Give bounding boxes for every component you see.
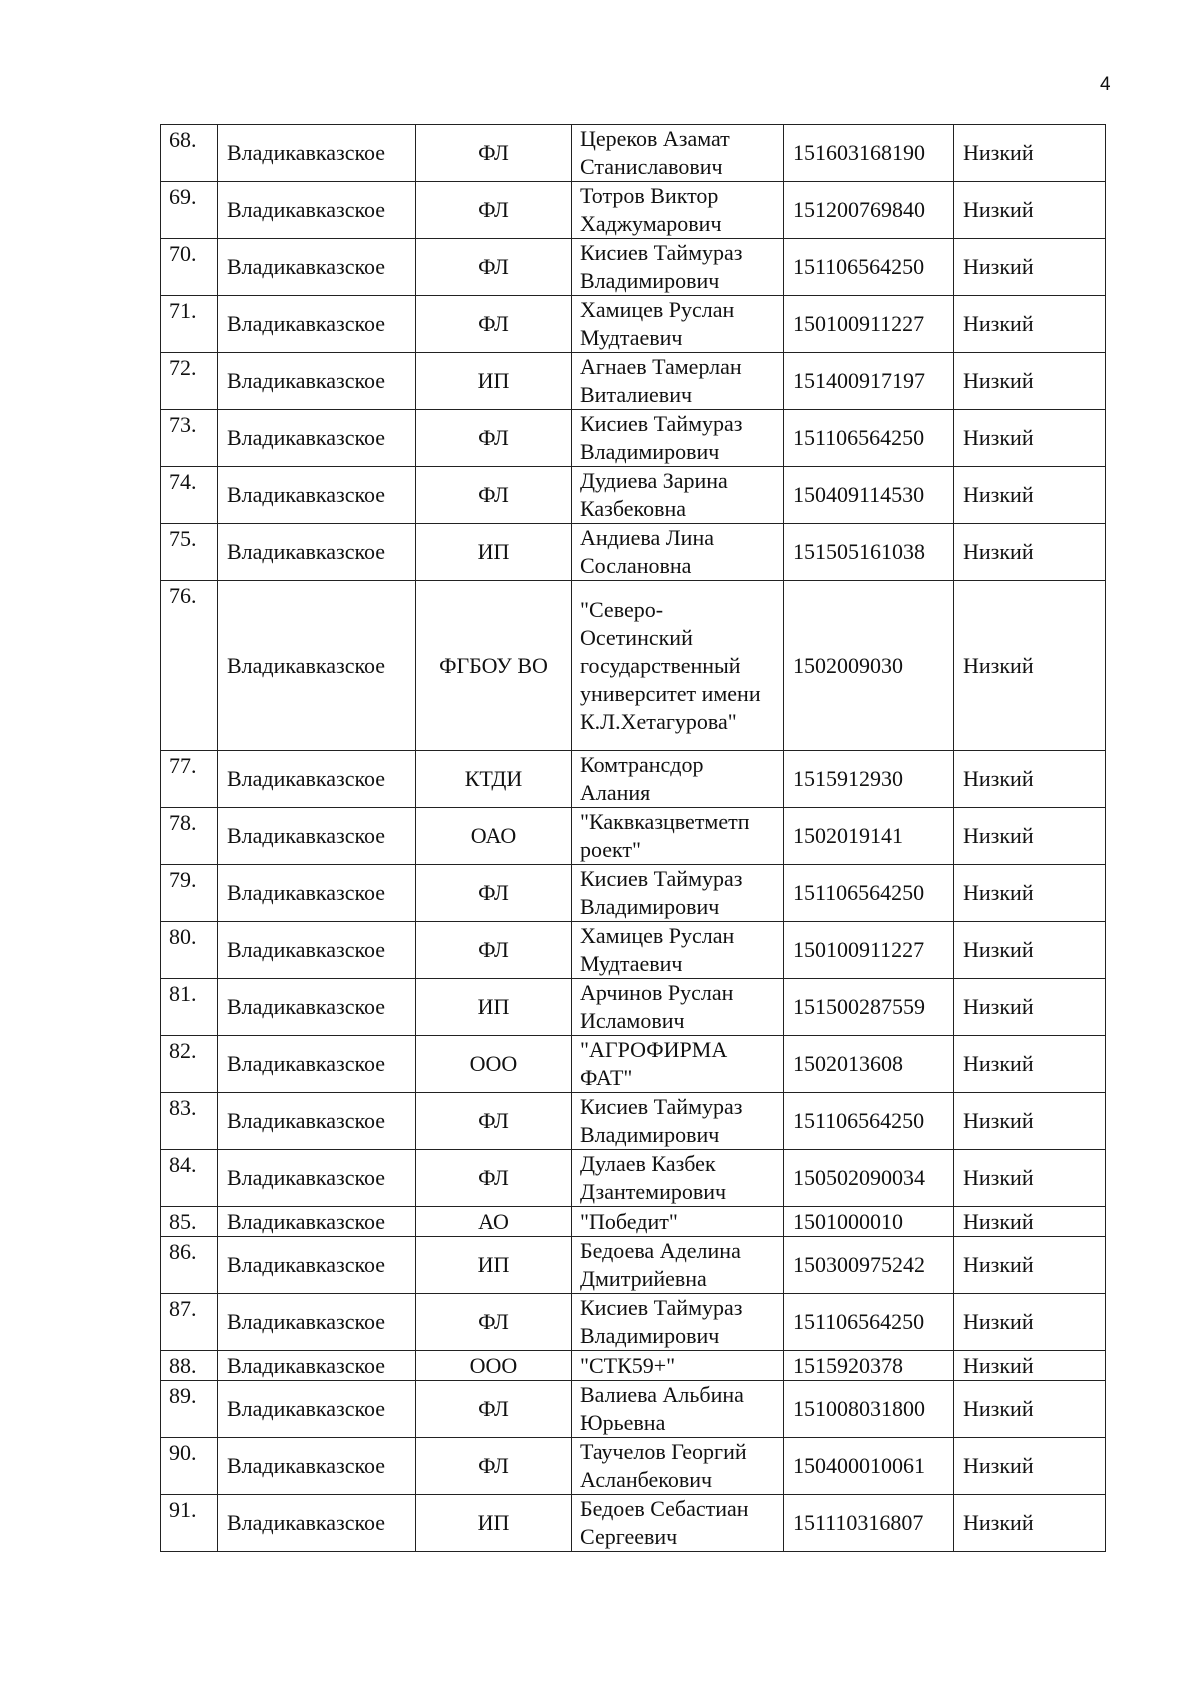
row-number: 87. [161, 1294, 218, 1351]
department-cell: Владикавказское [218, 182, 416, 239]
department-cell: Владикавказское [218, 581, 416, 751]
page-number: 4 [1100, 74, 1111, 95]
entity-type-cell: ИП [416, 353, 572, 410]
risk-level-cell: Низкий [954, 979, 1106, 1036]
risk-level-cell: Низкий [954, 922, 1106, 979]
row-number: 69. [161, 182, 218, 239]
department-cell: Владикавказское [218, 410, 416, 467]
entity-type-cell: ИП [416, 1495, 572, 1552]
entity-type-cell: КТДИ [416, 751, 572, 808]
department-cell: Владикавказское [218, 865, 416, 922]
row-number: 76. [161, 581, 218, 751]
table-row [161, 1150, 1106, 1207]
entity-name-cell: "Северо-Осетинский государственный университет имени К.Л.Хетагурова" [572, 581, 784, 751]
risk-level-cell: Низкий [954, 1093, 1106, 1150]
entity-name-cell: Дулаев Казбек Дзантемирович [572, 1150, 784, 1207]
row-number: 83. [161, 1093, 218, 1150]
row-number: 88. [161, 1351, 218, 1381]
inn-cell: 151106564250 [784, 239, 954, 296]
inn-cell: 1515920378 [784, 1351, 954, 1381]
table-row [161, 922, 1106, 979]
inn-cell: 1502019141 [784, 808, 954, 865]
entity-name-cell: "Каквказцветметп роект" [572, 808, 784, 865]
row-number: 79. [161, 865, 218, 922]
entity-name-cell: Дудиева Зарина Казбековна [572, 467, 784, 524]
row-number: 85. [161, 1207, 218, 1237]
table-row [161, 467, 1106, 524]
inn-cell: 151603168190 [784, 125, 954, 182]
inn-cell: 150502090034 [784, 1150, 954, 1207]
table-row [161, 808, 1106, 865]
department-cell: Владикавказское [218, 1438, 416, 1495]
row-number: 71. [161, 296, 218, 353]
department-cell: Владикавказское [218, 1381, 416, 1438]
entity-name-cell: Цереков Азамат Станиславович [572, 125, 784, 182]
table-row [161, 1093, 1106, 1150]
row-number: 74. [161, 467, 218, 524]
inn-cell: 151400917197 [784, 353, 954, 410]
table-row [161, 1294, 1106, 1351]
department-cell: Владикавказское [218, 1207, 416, 1237]
risk-level-cell: Низкий [954, 239, 1106, 296]
risk-level-cell: Низкий [954, 182, 1106, 239]
inn-cell: 151106564250 [784, 410, 954, 467]
table-row [161, 296, 1106, 353]
row-number: 75. [161, 524, 218, 581]
row-number: 68. [161, 125, 218, 182]
inn-cell: 150100911227 [784, 296, 954, 353]
entity-type-cell: ООО [416, 1351, 572, 1381]
table-row [161, 182, 1106, 239]
entity-name-cell: Агнаев Тамерлан Виталиевич [572, 353, 784, 410]
entity-type-cell: ФЛ [416, 1150, 572, 1207]
risk-level-cell: Низкий [954, 1495, 1106, 1552]
entity-name-cell: Кисиев Таймураз Владимирович [572, 865, 784, 922]
department-cell: Владикавказское [218, 1036, 416, 1093]
inn-cell: 151106564250 [784, 1294, 954, 1351]
registry-table [160, 124, 1106, 1552]
row-number: 89. [161, 1381, 218, 1438]
risk-level-cell: Низкий [954, 1438, 1106, 1495]
table-row [161, 581, 1106, 751]
entity-type-cell: ФЛ [416, 467, 572, 524]
row-number: 86. [161, 1237, 218, 1294]
entity-name-cell: "АГРОФИРМА ФАТ" [572, 1036, 784, 1093]
department-cell: Владикавказское [218, 1294, 416, 1351]
entity-name-cell: Кисиев Таймураз Владимирович [572, 1093, 784, 1150]
entity-name-cell: Кисиев Таймураз Владимирович [572, 239, 784, 296]
risk-level-cell: Низкий [954, 1237, 1106, 1294]
inn-cell: 1515912930 [784, 751, 954, 808]
department-cell: Владикавказское [218, 1237, 416, 1294]
inn-cell: 151110316807 [784, 1495, 954, 1552]
inn-cell: 151106564250 [784, 1093, 954, 1150]
department-cell: Владикавказское [218, 922, 416, 979]
entity-type-cell: ФЛ [416, 1438, 572, 1495]
risk-level-cell: Низкий [954, 1207, 1106, 1237]
table-row [161, 1438, 1106, 1495]
risk-level-cell: Низкий [954, 1351, 1106, 1381]
entity-type-cell: ИП [416, 979, 572, 1036]
entity-name-cell: Тотров Виктор Хаджумарович [572, 182, 784, 239]
table-row [161, 1237, 1106, 1294]
risk-level-cell: Низкий [954, 1036, 1106, 1093]
department-cell: Владикавказское [218, 808, 416, 865]
inn-cell: 151200769840 [784, 182, 954, 239]
row-number: 81. [161, 979, 218, 1036]
table-row [161, 524, 1106, 581]
table-row [161, 239, 1106, 296]
entity-type-cell: ФГБОУ ВО [416, 581, 572, 751]
entity-name-cell: Кисиев Таймураз Владимирович [572, 1294, 784, 1351]
department-cell: Владикавказское [218, 296, 416, 353]
row-number: 72. [161, 353, 218, 410]
entity-type-cell: ФЛ [416, 865, 572, 922]
entity-name-cell: Валиева Альбина Юрьевна [572, 1381, 784, 1438]
table-row [161, 410, 1106, 467]
entity-type-cell: ИП [416, 524, 572, 581]
department-cell: Владикавказское [218, 524, 416, 581]
table-row [161, 751, 1106, 808]
risk-level-cell: Низкий [954, 296, 1106, 353]
risk-level-cell: Низкий [954, 865, 1106, 922]
row-number: 77. [161, 751, 218, 808]
entity-type-cell: ОАО [416, 808, 572, 865]
risk-level-cell: Низкий [954, 1150, 1106, 1207]
table-row [161, 979, 1106, 1036]
risk-level-cell: Низкий [954, 581, 1106, 751]
department-cell: Владикавказское [218, 467, 416, 524]
entity-name-cell: Таучелов Георгий Асланбекович [572, 1438, 784, 1495]
row-number: 82. [161, 1036, 218, 1093]
inn-cell: 151106564250 [784, 865, 954, 922]
department-cell: Владикавказское [218, 751, 416, 808]
department-cell: Владикавказское [218, 979, 416, 1036]
department-cell: Владикавказское [218, 125, 416, 182]
entity-type-cell: ИП [416, 1237, 572, 1294]
department-cell: Владикавказское [218, 1351, 416, 1381]
risk-level-cell: Низкий [954, 524, 1106, 581]
row-number: 90. [161, 1438, 218, 1495]
entity-name-cell: "СТК59+" [572, 1351, 784, 1381]
entity-name-cell: Комтрансдор Алания [572, 751, 784, 808]
department-cell: Владикавказское [218, 353, 416, 410]
inn-cell: 1502009030 [784, 581, 954, 751]
row-number: 84. [161, 1150, 218, 1207]
row-number: 73. [161, 410, 218, 467]
table-row [161, 1351, 1106, 1381]
entity-type-cell: ФЛ [416, 1381, 572, 1438]
entity-name-cell: Арчинов Руслан Исламович [572, 979, 784, 1036]
inn-cell: 150100911227 [784, 922, 954, 979]
entity-name-cell: Хамицев Руслан Мудтаевич [572, 922, 784, 979]
risk-level-cell: Низкий [954, 467, 1106, 524]
entity-name-cell: Бедоев Себастиан Сергеевич [572, 1495, 784, 1552]
risk-level-cell: Низкий [954, 353, 1106, 410]
risk-level-cell: Низкий [954, 1294, 1106, 1351]
entity-type-cell: АО [416, 1207, 572, 1237]
risk-level-cell: Низкий [954, 125, 1106, 182]
row-number: 80. [161, 922, 218, 979]
row-number: 91. [161, 1495, 218, 1552]
entity-name-cell: Андиева Лина Сослановна [572, 524, 784, 581]
table-row [161, 1381, 1106, 1438]
risk-level-cell: Низкий [954, 808, 1106, 865]
entity-name-cell: Хамицев Руслан Мудтаевич [572, 296, 784, 353]
row-number: 78. [161, 808, 218, 865]
entity-type-cell: ФЛ [416, 410, 572, 467]
inn-cell: 151008031800 [784, 1381, 954, 1438]
inn-cell: 1501000010 [784, 1207, 954, 1237]
table-row [161, 125, 1106, 182]
entity-name-cell: "Победит" [572, 1207, 784, 1237]
entity-type-cell: ФЛ [416, 1294, 572, 1351]
department-cell: Владикавказское [218, 1093, 416, 1150]
table-row [161, 1207, 1106, 1237]
row-number: 70. [161, 239, 218, 296]
entity-type-cell: ФЛ [416, 125, 572, 182]
risk-level-cell: Низкий [954, 751, 1106, 808]
risk-level-cell: Низкий [954, 1381, 1106, 1438]
table-row [161, 353, 1106, 410]
inn-cell: 150400010061 [784, 1438, 954, 1495]
risk-level-cell: Низкий [954, 410, 1106, 467]
inn-cell: 150409114530 [784, 467, 954, 524]
department-cell: Владикавказское [218, 239, 416, 296]
inn-cell: 150300975242 [784, 1237, 954, 1294]
inn-cell: 151500287559 [784, 979, 954, 1036]
inn-cell: 1502013608 [784, 1036, 954, 1093]
table-row [161, 1036, 1106, 1093]
entity-type-cell: ФЛ [416, 239, 572, 296]
entity-name-cell: Кисиев Таймураз Владимирович [572, 410, 784, 467]
entity-type-cell: ФЛ [416, 296, 572, 353]
department-cell: Владикавказское [218, 1150, 416, 1207]
department-cell: Владикавказское [218, 1495, 416, 1552]
registry-table-body [161, 125, 1106, 1552]
entity-type-cell: ФЛ [416, 1093, 572, 1150]
table-row [161, 865, 1106, 922]
inn-cell: 151505161038 [784, 524, 954, 581]
entity-type-cell: ООО [416, 1036, 572, 1093]
entity-type-cell: ФЛ [416, 182, 572, 239]
entity-type-cell: ФЛ [416, 922, 572, 979]
entity-name-cell: Бедоева Аделина Дмитрийевна [572, 1237, 784, 1294]
table-row [161, 1495, 1106, 1552]
